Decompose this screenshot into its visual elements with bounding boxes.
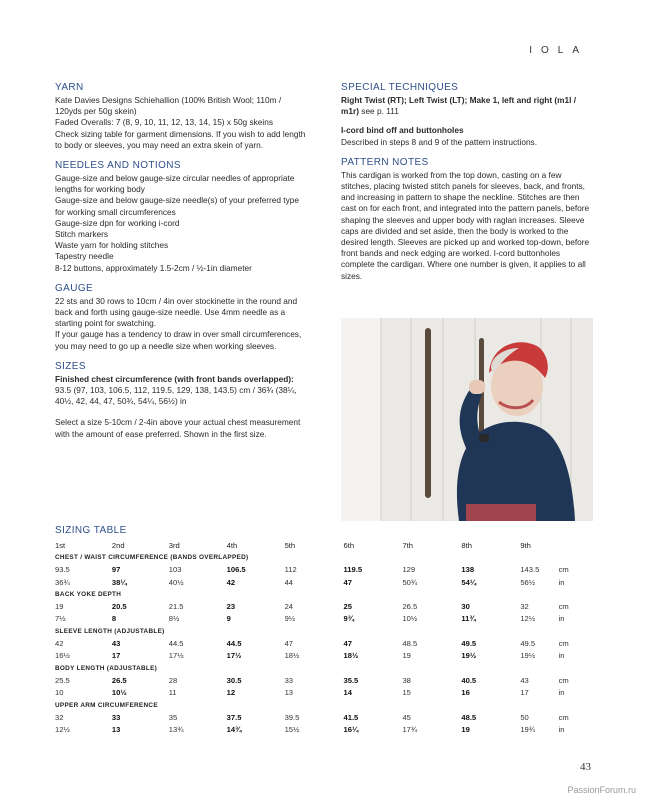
table-cell: 16: [461, 688, 470, 698]
yarn-text: Kate Davies Designs Schiehallion (100% British Wool; 110m / 120yds per 50g skein) Faded Overalls: 7 (8, 9, 10, 11, 12, 13, 14, 15) x 50g skeins Check sizing table for garment dimensions. If you wish to add length to body or sleeves, you may need an extra skein of yarn.: [55, 95, 306, 150]
table-cell: 38: [402, 675, 411, 685]
table-cell: 15: [402, 688, 411, 698]
table-cell: 41.5: [343, 712, 359, 722]
measurement-title-row: [55, 625, 600, 637]
table-cell: 56½: [520, 577, 536, 587]
table-cell: 40.5: [461, 675, 477, 685]
watermark: PassionForum.ru: [567, 785, 636, 795]
table-cell: 10: [55, 688, 64, 698]
measurement-title-row: [55, 588, 600, 600]
measurement-title: SLEEVE LENGTH (ADJUSTABLE): [55, 627, 165, 635]
table-cell: 9½: [284, 614, 296, 624]
table-row: [55, 613, 600, 625]
measurement-title: BODY LENGTH (ADJUSTABLE): [55, 664, 158, 672]
yarn-section: [55, 82, 307, 151]
measurement-title: CHEST / WAIST CIRCUMFERENCE (BANDS OVERLAPPED): [55, 553, 249, 561]
size-label: 2nd: [111, 540, 125, 550]
table-cell: 44.5: [168, 639, 184, 649]
unit-cell: in: [558, 577, 565, 587]
table-cell: 103: [168, 565, 182, 575]
needles-heading: NEEDLES AND NOTIONS: [55, 160, 181, 172]
size-header-row: [55, 539, 600, 551]
sizing-table: [55, 539, 600, 736]
table-cell: 112: [284, 565, 297, 575]
table-row: [55, 564, 600, 576]
table-cell: 42: [55, 639, 64, 649]
gauge-text: 22 sts and 30 rows to 10cm / 4in over stockinette in the round and back and forth using gauge-size needle. Use 4mm needle as a starting point for swatching. If your gauge has a tendency to draw in over small circumferences, you may need to go up a needle size when working sleeves.: [55, 295, 302, 351]
icord-text: Described in steps 8 and 9 of the pattern instructions.: [341, 136, 538, 147]
table-cell: 18½: [343, 651, 359, 661]
size-label: 8th: [461, 540, 472, 550]
table-cell: 47: [284, 639, 294, 649]
table-cell: 13: [111, 725, 121, 735]
table-cell: 8½: [168, 614, 180, 624]
table-cell: 32: [55, 712, 64, 722]
table-cell: 44.5: [226, 639, 242, 649]
table-cell: 11: [168, 688, 177, 698]
table-cell: 32: [520, 602, 529, 612]
table-row: [55, 637, 600, 649]
unit-cell: in: [558, 688, 565, 698]
sizes-values: 93.5 (97, 103, 106.5, 112, 119.5, 129, 138, 143.5) cm / 36¾ (38¼, 40½, 42, 44, 47, 50¾, 54¼, 56½) in: [55, 385, 297, 407]
table-cell: 14¾: [226, 725, 242, 735]
measurement-title: BACK YOKE DEPTH: [55, 590, 122, 598]
measurement-title-row: [55, 551, 600, 563]
pattern-notes-heading: PATTERN NOTES: [341, 156, 429, 168]
unit-cell: cm: [558, 712, 569, 722]
table-cell: 19: [461, 725, 470, 735]
sizing-table-heading: SIZING TABLE: [55, 525, 127, 536]
table-cell: 21.5: [168, 602, 184, 612]
table-cell: 25.5: [55, 675, 70, 685]
table-cell: 20.5: [111, 602, 127, 612]
size-label: 5th: [284, 540, 296, 550]
table-cell: 49.5: [461, 639, 477, 649]
table-cell: 35.5: [343, 675, 359, 685]
table-cell: 33: [284, 675, 294, 685]
page-number: 43: [580, 761, 591, 773]
unit-cell: cm: [558, 639, 569, 649]
special-ref: see p. 111: [358, 106, 399, 117]
model-photo: [341, 318, 593, 521]
unit-cell: cm: [558, 565, 569, 575]
left-column: [55, 82, 307, 449]
table-cell: 35: [168, 712, 178, 722]
table-cell: 48.5: [461, 712, 477, 722]
table-cell: 23: [226, 602, 236, 612]
table-cell: 19: [55, 602, 64, 612]
table-row: [55, 723, 600, 735]
table-cell: 19¾: [520, 725, 536, 735]
table-row: [55, 600, 600, 612]
size-label: 4th: [226, 540, 238, 550]
table-cell: 138: [461, 565, 475, 575]
sizing-table-body: [55, 539, 600, 736]
table-cell: 50: [520, 712, 529, 722]
table-cell: 50¾: [402, 577, 418, 587]
table-cell: 26.5: [111, 675, 127, 685]
table-cell: 12½: [520, 614, 536, 624]
table-cell: 38¼: [111, 577, 127, 587]
table-cell: 30.5: [226, 675, 242, 685]
pattern-title: IOLA: [529, 45, 588, 56]
table-cell: 24: [284, 602, 294, 612]
needles-section: [55, 160, 307, 274]
table-cell: 8: [111, 614, 117, 624]
table-cell: 19: [402, 651, 411, 661]
table-cell: 26.5: [402, 602, 418, 612]
table-cell: 39.5: [284, 712, 300, 722]
table-cell: 7½: [55, 614, 66, 624]
table-cell: 119.5: [343, 565, 363, 575]
table-cell: 28: [168, 675, 178, 685]
table-cell: 11¾: [461, 614, 476, 624]
table-cell: 9: [226, 614, 231, 624]
table-cell: 10½: [111, 688, 127, 698]
table-cell: 37.5: [226, 712, 242, 722]
size-label: 1st: [55, 540, 66, 550]
table-cell: 17¾: [402, 725, 418, 735]
table-cell: 12½: [55, 725, 70, 735]
special-bold: Right Twist (RT); Left Twist (LT); Make 1, left and right (m1l / m1r): [341, 95, 577, 117]
table-cell: 106.5: [226, 565, 246, 575]
table-cell: 129: [402, 565, 416, 575]
table-cell: 36¾: [55, 577, 70, 587]
table-cell: 18½: [284, 651, 300, 661]
unit-cell: [559, 539, 600, 551]
table-cell: 97: [111, 565, 121, 575]
table-row: [55, 711, 600, 723]
table-cell: 49.5: [520, 639, 536, 649]
sizing-table-section: [55, 525, 600, 736]
unit-cell: in: [558, 614, 565, 624]
table-cell: 45: [402, 712, 411, 722]
table-cell: 47: [343, 639, 352, 649]
table-cell: 48.5: [402, 639, 418, 649]
right-column: [341, 82, 593, 291]
table-cell: 54¼: [461, 577, 477, 587]
table-cell: 25: [343, 602, 352, 612]
table-cell: 19½: [461, 651, 477, 661]
icord-heading: I-cord bind off and buttonholes: [341, 125, 464, 136]
gauge-heading: GAUGE: [55, 282, 94, 294]
table-cell: 15½: [284, 725, 300, 735]
table-cell: 17½: [168, 651, 184, 661]
table-cell: 40½: [168, 577, 184, 587]
pattern-notes-section: [341, 157, 593, 282]
table-cell: 9¾: [343, 614, 355, 624]
measurement-title-row: [55, 662, 600, 674]
measurement-title-row: [55, 699, 600, 711]
table-cell: 143.5: [520, 565, 540, 575]
table-cell: 44: [284, 577, 294, 587]
sizes-heading: SIZES: [55, 360, 86, 372]
unit-cell: cm: [558, 675, 569, 685]
table-cell: 12: [226, 688, 236, 698]
size-label: 6th: [343, 540, 355, 550]
sizes-section: [55, 361, 307, 440]
unit-cell: in: [558, 651, 565, 661]
table-cell: 93.5: [55, 565, 70, 575]
gauge-section: [55, 283, 307, 352]
table-row: [55, 674, 600, 686]
measurement-title: UPPER ARM CIRCUMFERENCE: [55, 701, 158, 709]
unit-cell: cm: [558, 602, 569, 612]
unit-cell: in: [558, 725, 565, 735]
table-cell: 33: [111, 712, 121, 722]
table-cell: 10½: [402, 614, 418, 624]
table-cell: 19½: [520, 651, 536, 661]
table-cell: 30: [461, 602, 470, 612]
table-cell: 17: [111, 651, 121, 661]
needles-text: Gauge-size and below gauge-size circular needles of appropriate lengths for working body Gauge-size and below gauge-size needle(s) of your preferred type for working small circumferences Gauge-size dpn for working i-cord Stitch markers Waste yarn for holding stitches Tapestry needle 8-12 buttons, approximately 1.5-2cm / ½-1in diameter: [55, 173, 299, 273]
table-cell: 47: [343, 577, 352, 587]
sizes-note: Select a size 5-10cm / 2-4in above your actual chest measurement with the amount of ease preferred. Shown in the first size.: [55, 417, 301, 439]
table-cell: 13¾: [168, 725, 184, 735]
table-row: [55, 576, 600, 588]
sizes-text: [55, 374, 307, 408]
size-label: 3rd: [168, 540, 180, 550]
yarn-heading: YARN: [55, 82, 84, 93]
table-row: [55, 687, 600, 699]
sizes-bold: Finished chest circumference (with front bands overlapped):: [55, 373, 294, 384]
size-label: 9th: [520, 540, 531, 550]
table-cell: 16½: [55, 651, 70, 661]
table-cell: 17: [520, 688, 529, 698]
table-cell: 13: [284, 688, 294, 698]
pattern-notes-text: This cardigan is worked from the top down, casting on a few stitches, placing twisted stitch panels for sleeves, back, and fronts, and increasing in pattern to shape the neckline. Stitches are then cast on for each front, and integrated into the pattern panels, before shaping the sleeves and upper body with raglan increases. Sleeve caps are divided and set aside, then the body is worked to the desired length. Sleeves are picked up and worked top-down, before front bands and neck edging are worked. I-cord buttonholes complete the cardigan. Where one number is given, it applies to all sizes.: [341, 169, 590, 281]
special-heading: SPECIAL TECHNIQUES: [341, 82, 459, 93]
size-label: 7th: [402, 540, 413, 550]
table-row: [55, 650, 600, 662]
model-photo-illustration: [341, 318, 593, 521]
special-section: [341, 82, 593, 148]
special-text: [341, 95, 593, 117]
table-cell: 14: [343, 688, 352, 698]
table-cell: 17½: [226, 651, 242, 661]
table-cell: 16¼: [343, 725, 359, 735]
table-cell: 43: [520, 675, 529, 685]
table-cell: 43: [111, 639, 121, 649]
table-cell: 42: [226, 577, 236, 587]
